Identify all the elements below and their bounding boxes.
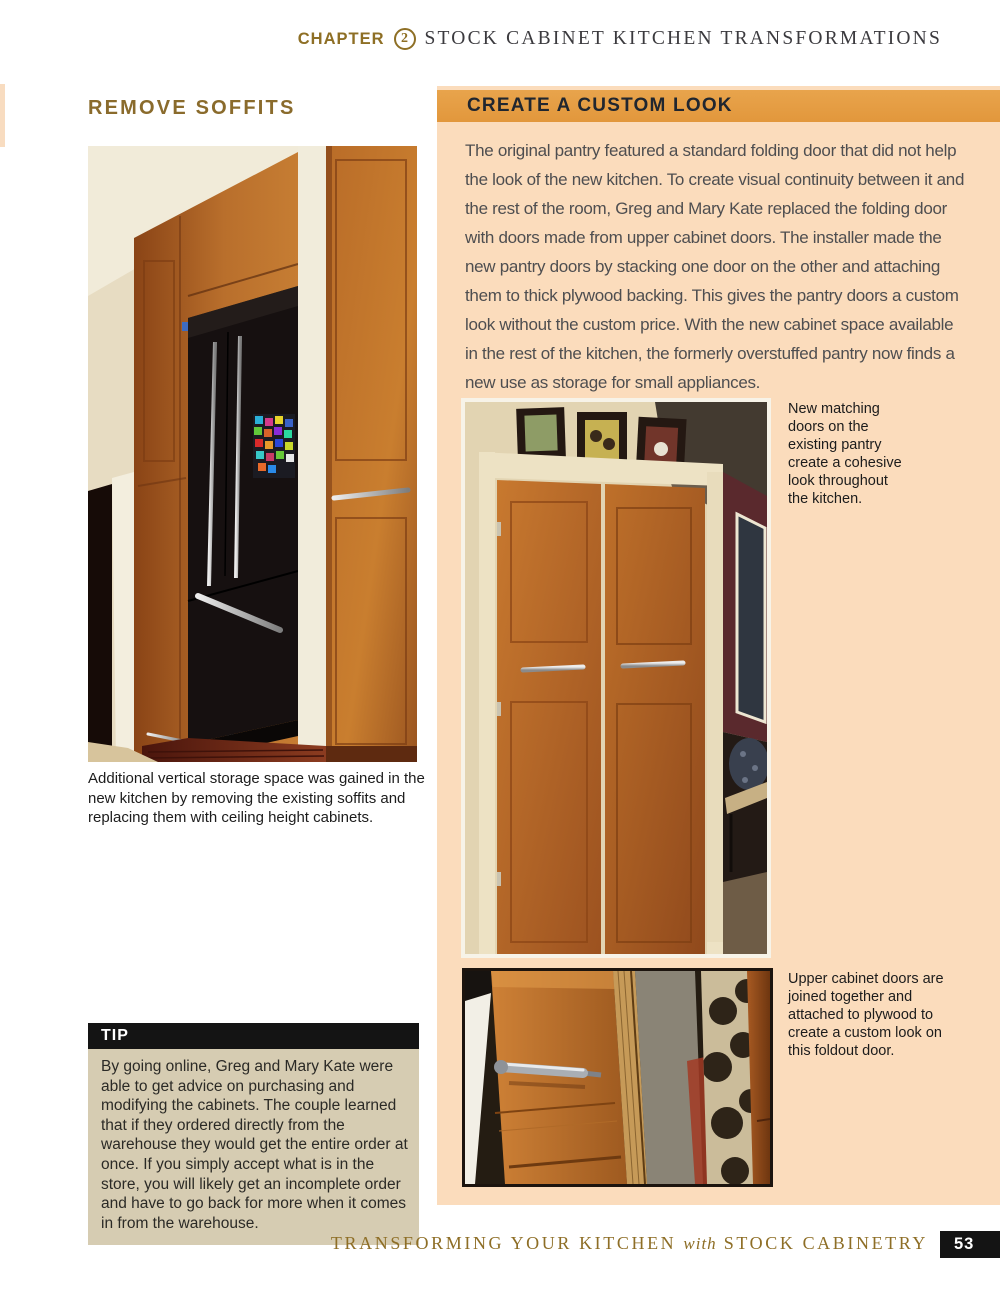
chapter-header — [298, 28, 942, 50]
pantry-photo — [461, 398, 771, 958]
chapter-title: STOCK CABINET KITCHEN TRANSFORMATIONS — [424, 28, 942, 49]
footer-title-part2: STOCK CABINETRY — [723, 1233, 928, 1253]
section-body-text: The original pantry featured a standard folding door that did not help the look of the new kitchen. To create visual continuity between it and the rest of the room, Greg and Mary Kate replaced the folding door with doors made from upper cabinet doors. The installer made the new pantry doors by stacking one door on the other and attaching them to thick plywood backing. This gives the pantry doors a custom look without the custom price. With the new cabinet space available in the rest of the kitchen, the formerly overstuffed pantry now finds a new use as storage for small appliances. — [465, 141, 965, 392]
closeup-photo-illustration — [465, 971, 770, 1184]
chapter-label: CHAPTER — [297, 29, 385, 48]
section-heading-create-custom-look: CREATE A CUSTOM LOOK — [467, 95, 733, 116]
closeup-photo — [462, 968, 773, 1187]
footer-title-connector: with — [683, 1234, 717, 1253]
tip-label: TIP — [88, 1023, 419, 1049]
pantry-photo-illustration — [465, 402, 767, 954]
create-custom-look-panel — [437, 86, 1000, 1205]
section-heading-remove-soffits: REMOVE SOFFITS — [88, 97, 296, 119]
chapter-number-badge: 2 — [394, 28, 416, 50]
section-bar — [437, 90, 1000, 122]
tip-box — [88, 1023, 419, 1245]
closeup-photo-caption: Upper cabinet doors are joined together and attached to plywood to create a custom look on this foldout door. — [788, 971, 944, 1059]
fridge-magnet-collage — [253, 414, 295, 478]
tip-text: By going online, Greg and Mary Kate were able to get advice on purchasing and modifying the cabinets. The couple learned that if they ordered directly from the warehouse they would get the entire order at once. If you simply accept what is in the store, you will likely get an incomplete order and have to go back for more when it comes in from the warehouse. — [88, 1049, 419, 1245]
kitchen-photo-caption: Additional vertical storage space was gained in the new kitchen by removing the existing soffits and replacing them with ceiling height cabinets. — [88, 770, 425, 826]
kitchen-photo-illustration — [88, 146, 417, 762]
kitchen-photo — [88, 146, 417, 762]
footer-book-title — [331, 1233, 928, 1254]
footer-title-part1: TRANSFORMING YOUR KITCHEN — [330, 1233, 677, 1253]
page-number-badge: 53 — [940, 1231, 1000, 1258]
page-edge-tab — [0, 84, 5, 147]
pantry-photo-caption: New matching doors on the existing pantry create a cohesive look throughout the kitchen. — [788, 401, 902, 507]
